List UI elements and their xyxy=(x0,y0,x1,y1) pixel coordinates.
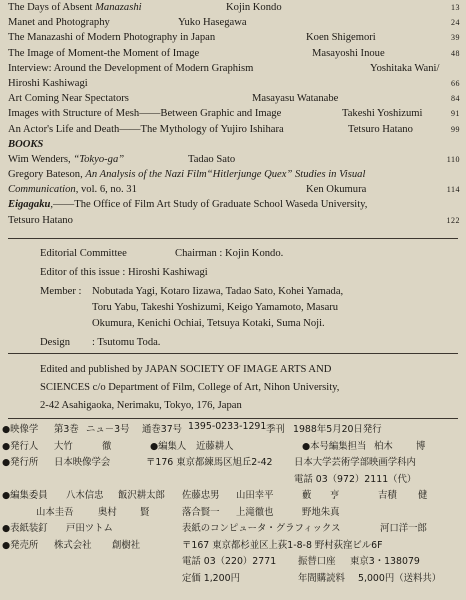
toc-entry xyxy=(8,76,460,91)
toc-title-part: The Image of Moment-the Moment of Image xyxy=(8,47,200,59)
toc-entry xyxy=(8,91,460,106)
toc-title xyxy=(8,30,215,45)
toc-title xyxy=(8,137,43,152)
colophon-cell: 大竹 xyxy=(54,440,73,452)
toc-title xyxy=(8,15,110,30)
colophon-cell: 振替口座 xyxy=(298,556,336,567)
japanese-colophon xyxy=(2,420,466,585)
colophon-cell: ●編集人 xyxy=(150,440,187,452)
colophon-cell: 山本圭吾 xyxy=(36,506,74,518)
toc-page-number: 84 xyxy=(451,94,460,104)
toc-title xyxy=(8,61,253,76)
toc-author: Tetsuro Hatano xyxy=(348,123,413,135)
toc-title-part: Manazashi xyxy=(95,2,142,13)
colophon-cell: 東京3・138079 xyxy=(350,556,420,567)
colophon-cell: 年間購読料 xyxy=(298,572,345,584)
colophon-cell: 創樹社 xyxy=(112,539,141,551)
toc-page-number: 114 xyxy=(446,185,460,195)
colophon-cell: 上滝徹也 xyxy=(236,506,274,518)
toc-title-part: Art Coming Near Spectators xyxy=(8,93,129,105)
divider xyxy=(8,418,458,419)
toc-author: Masayasu Watanabe xyxy=(252,93,339,105)
toc-entry xyxy=(8,15,460,30)
toc-author: Tadao Sato xyxy=(188,153,236,165)
toc-entry xyxy=(8,197,460,212)
colophon-row xyxy=(2,536,466,553)
member-line: Toru Yabu, Takeshi Yoshizumi, Keigo Yamamoto, Masaru xyxy=(92,302,339,313)
divider xyxy=(8,238,458,239)
toc-title-part: ,――The Office of Film Art Study of Graduate School Waseda University, xyxy=(50,199,368,211)
colophon-cell: 電話 03（972）2111（代） xyxy=(294,473,417,485)
toc-title xyxy=(8,167,365,182)
toc-title xyxy=(8,76,88,91)
toc-title-part: Communication xyxy=(8,184,76,196)
design-value: : Tsutomu Toda. xyxy=(92,337,161,348)
toc-title xyxy=(8,0,142,15)
colophon-row xyxy=(2,519,466,536)
toc-title-part: Tetsuro Hatano xyxy=(8,214,73,226)
table-of-contents xyxy=(8,0,460,228)
colophon-cell: ●発行所 xyxy=(2,457,39,468)
colophon-cell: 藪 xyxy=(302,490,312,501)
colophon-row xyxy=(2,569,466,586)
colophon-cell: 落合賢一 xyxy=(182,506,220,518)
toc-entry xyxy=(8,122,460,137)
toc-entry xyxy=(8,46,460,61)
publisher-info xyxy=(40,361,460,415)
colophon-cell: 電話 03（220）2771 xyxy=(182,556,277,567)
toc-entry xyxy=(8,30,460,45)
colophon-cell: 山田幸平 xyxy=(236,490,274,501)
toc-author: Yuko Hasegawa xyxy=(178,17,247,29)
toc-page-number: 66 xyxy=(451,78,460,88)
colophon-cell: 徹 xyxy=(102,440,112,452)
toc-title-part: Gregory Bateson, xyxy=(8,169,86,181)
toc-entry xyxy=(8,61,460,76)
colophon-cell: 5,000円（送料共） xyxy=(358,572,442,584)
colophon-cell: 日本映像学会 xyxy=(54,457,111,468)
toc-page-number: 24 xyxy=(451,18,460,28)
colophon-cell: 奥村 xyxy=(98,506,117,518)
toc-title-part: Interview: Around the Development of Modern Graphism xyxy=(8,62,254,74)
colophon-cell: ●発売所 xyxy=(2,539,39,551)
toc-entry xyxy=(8,0,460,15)
toc-entry xyxy=(8,167,460,182)
colophon-cell: 柏木 xyxy=(374,440,393,452)
toc-title-part: Images with Structure of Mesh――Between Graphic and Image xyxy=(8,108,282,120)
toc-title-part: An Actor's Life and Death――The Mythology of Yujiro Ishihara xyxy=(8,123,284,135)
toc-title xyxy=(8,213,73,228)
colophon-cell: ●発行人 xyxy=(2,440,39,452)
toc-page-number: 91 xyxy=(451,109,460,119)
committee-chairman: Chairman : Kojin Kondo. xyxy=(175,248,284,259)
toc-author: Kojin Kondo xyxy=(226,2,282,13)
colophon-cell: 1988年5月20日発行 xyxy=(293,424,382,435)
colophon-cell: 表紙のコンピュータ・グラフィックス xyxy=(182,523,341,534)
colophon-cell: 賢 xyxy=(140,506,150,518)
toc-page-number: 122 xyxy=(446,215,460,225)
member-label: Member : xyxy=(40,286,82,297)
toc-entry xyxy=(8,152,460,167)
toc-title-part: The Days of Absent xyxy=(8,2,96,13)
colophon-row xyxy=(2,420,466,437)
toc-title xyxy=(8,182,137,197)
colophon-cell: 株式会社 xyxy=(54,539,92,551)
colophon-row xyxy=(2,486,466,503)
publisher-line: 2-42 Asahigaoka, Nerimaku, Tokyo, 176, Japan xyxy=(40,400,242,411)
colophon-cell: 八木信忠 xyxy=(66,490,104,501)
colophon-cell: 佐藤忠男 xyxy=(182,490,220,501)
colophon-row xyxy=(2,470,466,487)
colophon-cell: 飯沢耕太郎 xyxy=(118,490,165,501)
toc-title xyxy=(8,152,124,167)
toc-title-part: The Manazashi of Modern Photography in Japan xyxy=(8,32,216,44)
publisher-line: Edited and published by JAPAN SOCIETY OF IMAGE ARTS AND xyxy=(40,364,332,375)
toc-page-number: 13 xyxy=(451,3,460,12)
colophon-cell: 吉積 xyxy=(378,490,397,501)
toc-title xyxy=(8,122,284,137)
toc-author: Yoshitaka Wani/ xyxy=(370,62,440,74)
toc-page-number: 99 xyxy=(451,124,460,134)
colophon-cell: ●映像学 xyxy=(2,424,39,435)
colophon-row xyxy=(2,503,466,520)
committee-label: Editorial Committee xyxy=(40,248,127,259)
toc-page-number: 48 xyxy=(451,48,460,58)
colophon-cell: ●編集委員 xyxy=(2,490,48,501)
toc-title-part: Wim Wenders, xyxy=(8,153,74,165)
member-line: Nobutada Yagi, Kotaro Iizawa, Tadao Sato, Kohei Yamada, xyxy=(92,286,344,297)
colophon-cell: 戸田ツトム xyxy=(66,523,113,534)
toc-entry xyxy=(8,106,460,121)
colophon-cell: 〒167 東京都杉並区上荻1-8-8 野村荻窪ビル6F xyxy=(182,539,383,551)
divider xyxy=(8,353,458,354)
colophon-cell: 野地朱真 xyxy=(302,506,340,518)
toc-title-part: Manet and Photography xyxy=(8,17,110,29)
toc-title xyxy=(8,46,199,61)
issue-editor: Editor of this issue : Hiroshi Kashiwagi xyxy=(40,267,208,278)
colophon-cell: 季刊 xyxy=(266,424,285,435)
toc-author: Ken Okumura xyxy=(306,184,367,196)
editorial-info xyxy=(40,246,460,351)
colophon-cell: 日本大学芸術学部映画学科内 xyxy=(294,457,416,468)
toc-entry xyxy=(8,182,460,197)
colophon-cell: ●表紙装釘 xyxy=(2,523,48,534)
colophon-row xyxy=(2,552,466,569)
toc-author: Takeshi Yoshizumi xyxy=(342,108,423,120)
toc-author: Koen Shigemori xyxy=(306,32,376,44)
toc-entry xyxy=(8,137,460,152)
colophon-row xyxy=(2,453,466,470)
toc-page-number: 39 xyxy=(451,33,460,43)
colophon-cell: ●本号編集担当 xyxy=(302,440,367,452)
toc-title-part: Eigagaku xyxy=(8,199,51,211)
colophon-cell: 1395-0233-1291 xyxy=(188,421,267,432)
toc-title xyxy=(8,197,367,212)
toc-author: Masayoshi Inoue xyxy=(312,47,385,59)
toc-title-part: , vol. 6, no. 31 xyxy=(75,184,137,196)
colophon-cell: 定価 1,200円 xyxy=(182,572,240,584)
colophon-cell: 亨 xyxy=(330,490,340,501)
colophon-cell: 博 xyxy=(416,440,426,452)
colophon-cell: 通巻37号 xyxy=(142,424,183,435)
toc-title-part: “Tokyo-ga” xyxy=(73,153,125,165)
colophon-cell: 健 xyxy=(418,490,428,501)
toc-title-part: An Analysis of the Nazi Film“Hitlerjunge Quex” Studies in Visual xyxy=(85,169,366,181)
toc-title-part: BOOKS xyxy=(8,138,44,150)
toc-title-part: Hiroshi Kashiwagi xyxy=(8,77,88,89)
colophon-cell: 第3巻 xyxy=(54,424,79,435)
colophon-cell: 河口洋一郎 xyxy=(380,523,427,534)
toc-entry xyxy=(8,213,460,228)
colophon-cell: 〒176 東京都練馬区旭丘2-42 xyxy=(146,457,273,468)
colophon-cell: ニュ－3号 xyxy=(86,424,130,435)
toc-page-number: 110 xyxy=(446,154,460,164)
member-line: Okumura, Kenichi Ochiai, Tetsuya Kotaki, Suma Noji. xyxy=(92,318,325,329)
colophon-row xyxy=(2,437,466,454)
publisher-line: SCIENCES c/o Department of Film, College of Art, Nihon University, xyxy=(40,382,340,393)
design-label: Design xyxy=(40,337,71,348)
toc-title xyxy=(8,91,129,106)
toc-title xyxy=(8,106,281,121)
colophon-cell: 近藤耕人 xyxy=(196,440,234,452)
